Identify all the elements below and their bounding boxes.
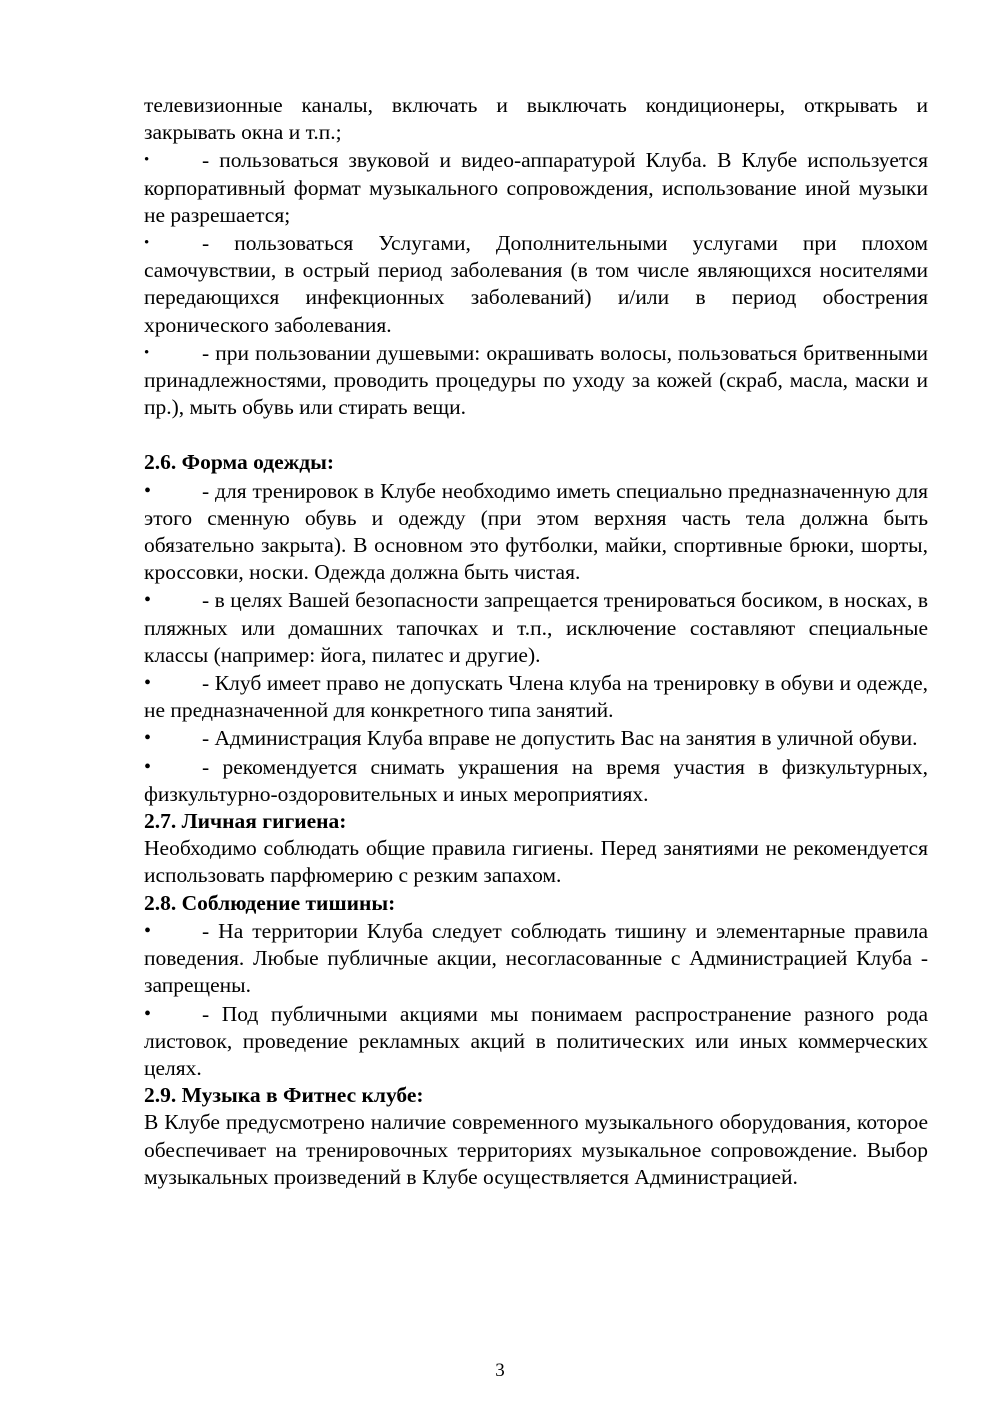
bullet-icon: • — [144, 152, 150, 169]
bullet-icon: • — [144, 1002, 152, 1025]
section-heading: 2.7. Личная гигиена: — [144, 809, 347, 834]
list-item: • - рекомендуется снимать украшения на время участия в физкультурных, физкультурно-оздоровительных и иных мероприятиях. — [144, 754, 928, 806]
bullet-icon: • — [144, 589, 152, 612]
list-item: • - пользоваться Услугами, Дополнительными услугами при плохом самочувствии, в острый период заболевания (в том числе являющихся носителями передающихся инфекционных заболеваний) и/или в период обострения хронического заболевания. — [144, 231, 928, 337]
bullet-icon: • — [144, 672, 152, 695]
bullet-icon: • — [144, 919, 152, 942]
bullet-icon: • — [144, 344, 150, 361]
list-item: • - в целях Вашей безопасности запрещается тренироваться босиком, в носках, в пляжных или домашних тапочках и т.п., исключение составляют специальные классы (например: йога, пилатес и другие). — [144, 588, 928, 667]
page-number: 3 — [495, 1360, 505, 1381]
section-heading: 2.9. Музыка в Фитнес клубе: — [144, 1083, 424, 1108]
list-item: • - Под публичными акциями мы понимаем распространение разного рода листовок, проведение рекламных акций в политических или иных коммерческих целях. — [144, 1001, 928, 1080]
bullet-icon: • — [144, 235, 150, 252]
intro-continuation: телевизионные каналы, включать и выключать кондиционеры, открывать и закрывать окна и т.п.; — [144, 93, 928, 145]
bullet-icon: • — [144, 479, 152, 502]
list-item: • - при пользовании душевыми: окрашивать волосы, пользоваться бритвенными принадлежностями, проводить процедуры по уходу за кожей (скраб, масла, маски и пр.), мыть обувь или стирать вещи. — [144, 340, 928, 420]
bullet-icon: • — [144, 727, 152, 750]
list-item: • - Клуб имеет право не допускать Члена клуба на тренировку в обуви и одежде, не предназначенной для конкретного типа занятий. — [144, 671, 928, 723]
bullet-icon: • — [144, 755, 152, 778]
document-page — [144, 92, 928, 1191]
list-item: • - На территории Клуба следует соблюдать тишину и элементарные правила поведения. Любые публичные акции, несогласованные с Администрацией Клуба - запрещены. — [144, 918, 928, 998]
paragraph: В Клубе предусмотрено наличие современного музыкального оборудования, которое обеспечивает на тренировочных территориях музыкальное сопровождение. Выбор музыкальных произведений в Клубе осуществляется Администрацией. — [144, 1110, 928, 1189]
section-heading: 2.6. Форма одежды: — [144, 450, 335, 475]
paragraph: Необходимо соблюдать общие правила гигиены. Перед занятиями не рекомендуется использовать парфюмерию с резким запахом. — [144, 836, 928, 888]
list-item: • - для тренировок в Клубе необходимо иметь специально предназначенную для этого сменную обувь и одежду (при этом верхняя часть тела должна быть обязательно закрыта). В основном это футболки, майки, спортивные брюки, шорты, кроссовки, носки. Одежда должна быть чистая. — [144, 478, 928, 585]
list-item: • - Администрация Клуба вправе не допустить Вас на занятия в уличной обуви. — [144, 725, 928, 752]
section-heading: 2.8. Соблюдение тишины: — [144, 890, 396, 915]
list-item: • - пользоваться звуковой и видео-аппаратурой Клуба. В Клубе используется корпоративный формат музыкального сопровождения, использование иной музыки не разрешается; — [144, 148, 928, 227]
